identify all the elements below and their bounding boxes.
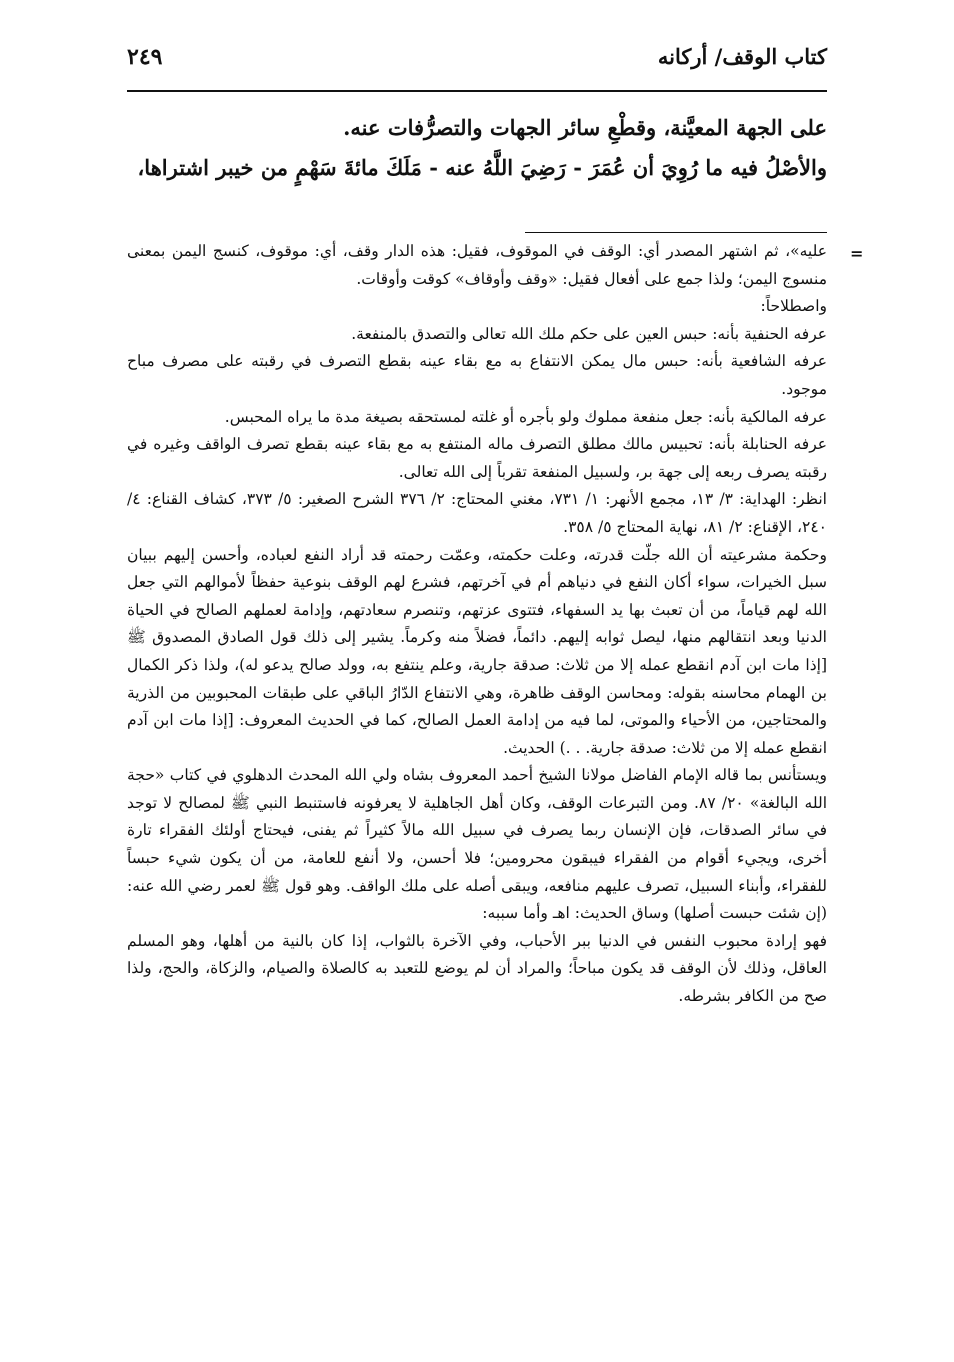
footnote-paragraph: عرفه الحنابلة بأنه: تحبيس مالك مطلق التصرف ماله المنتفع به مع بقاء عينه بقطع تصرف الواقف وغيره في رقبته يصرف ربعه إلى جهة بر، ولسبيل المنفعة تقرباً إلى الله تعالى. <box>127 435 827 481</box>
chapter-title: كتاب الوقف/ أركانه <box>657 44 827 69</box>
footnote-divider <box>525 232 827 233</box>
footnote-paragraph: ويستأنس بما قاله الإمام الفاضل مولانا الشيخ أحمد المعروف بشاه ولي الله المحدث الدهلوي في كتاب «حجة الله البالغة» ٢٠/ ٨٧. ومن التبرعات الوقف، وكان أهل الجاهلية لا يعرفونه فاستنبط النبي ﷺ لمصالح لا توجد في سائر الصدقات، فإن الإنسان ربما يصرف في سبيل الله مالاً كثيراً ثم يفنى، فيحتاج أولئك الفقراء تارة أخرى، ويجيء أقوام من الفقراء فيبقون محرومين؛ فلا أحسن، ولا أنفع للعامة، من أن يكون شيء حبساً للفقراء، وأبناء السبيل، تصرف عليهم منافعه، ويبقى أصله على ملك الواقف. وهو قول ﷺ لعمر رضي الله عنه: (إن شئت حبست أصلها) وساق الحديث: اهـ وأما سببه: <box>127 766 828 923</box>
footnote-block <box>127 238 827 1011</box>
page-number: ٢٤٩ <box>127 44 163 70</box>
running-header <box>127 38 827 82</box>
header-divider <box>127 90 827 92</box>
footnote-paragraph: فهو إرادة محبوب النفس في الدنيا ببر الأحباب، وفي الآخرة بالثواب، إذا كان بالنية من أهلها، وهو المسلم العاقل، وذلك لأن الوقف قد يكون مباحاً؛ والمراد أن لم يوضع للتعبد به كالصلاة والصيام، والزكاة، والحج، ولذا صح من الكافر بشرطه. <box>127 931 827 1006</box>
footnote-paragraph: عرفه المالكية بأنه: جعل منفعة مملوك ولو بأجره أو غلته لمستحقه بصيغة مدة ما يراه المحبس. <box>224 407 827 426</box>
footnote-paragraph: عرفه الشافعية بأنه: حبس مال يمكن الانتفاع به مع بقاء عينه بقطع التصرف في رقبته على مصرف مباح موجود. <box>127 352 827 398</box>
footnote-paragraph: عرفه الحنفية بأنه: حبس العين على حكم ملك الله تعالى والتصدق بالمنفعة. <box>351 324 827 343</box>
footnote-paragraph: انظر: الهداية: ٣/ ١٣، مجمع الأنهر: ١/ ٧٣١، مغني المحتاج: ٢/ ٣٧٦ الشرح الصغير: ٥/ ٣٧٣، كشاف القناع: ٤/ ٢٤٠، الإقناع: ٢/ ٨١، نهاية المحتاج ٥/ ٣٥٨. <box>127 490 827 536</box>
main-text <box>127 108 827 188</box>
footnote-paragraph: وحكمة مشرعيته أن الله جلّت قدرته، وعلت حكمته، وعمّت رحمته قد أراد النفع لعباده، وأحسن إليهم ببيان سبل الخيرات، سواء أكان النفع في دنياهم أم في آخرتهم، فشرع لهم الوقف بنوعية حفظاً لأموالهم التي جعل الله لهم قياماً، من أن تعبث بها يد السفهاء، فتتوى عزتهم، وتنصرم سعادتهم، وإدامة لعملهم الصالح في الحياة الدنيا وبعد انتقالهم منها، ليصل ثوابه إليهم. دائماً، فضلاً منه وكرماً. يشير إلى ذلك قول الصادق المصدوق ﷺ [إذا مات ابن آدم انقطع عمله إلا من ثلاث: صدقة جارية، وعلم ينتفع به، وولد صالح يدعو له)، ولذا ذكر الكمال بن الهمام محاسنه بقوله: ومحاسن الوقف ظاهرة، وهي الانتفاع الدّارُ الباقي على طبقات المحبوبين من الذرية والمحتاجين، من الأحياء والموتى، لما فيه من إدامة العمل الصالح، كما في الحديث المعروف: [إذا مات ابن آدم انقطع عمله إلا من ثلاث: صدقة جارية. . .) الحديث. <box>127 545 827 757</box>
footnote-paragraph: عليه»، ثم اشتهر المصدر أي: الوقف في الموقوف، فقيل: هذه الدار وقف، أي: موقوف، كنسج اليمن بمعنى منسوج اليمن؛ ولذا جمع على أفعال فقيل: «وقف وأوقاف» كوقت وأوقات. <box>127 242 827 288</box>
main-text-line: على الجهة المعيَّنة، وقطْعِ سائر الجهات والتصرُّفات عنه. <box>343 115 827 140</box>
main-text-line: والأصْلُ فيه ما رُوِيَ أن عُمَرَ - رَضِيَ اللَّهُ عنه - مَلَكَ مائةَ سَهْمٍ من خيبر اشتراها، <box>137 155 827 180</box>
footnote-continuation-marker: = <box>850 244 864 263</box>
footnote-paragraph: واصطلاحاً: <box>760 297 827 316</box>
